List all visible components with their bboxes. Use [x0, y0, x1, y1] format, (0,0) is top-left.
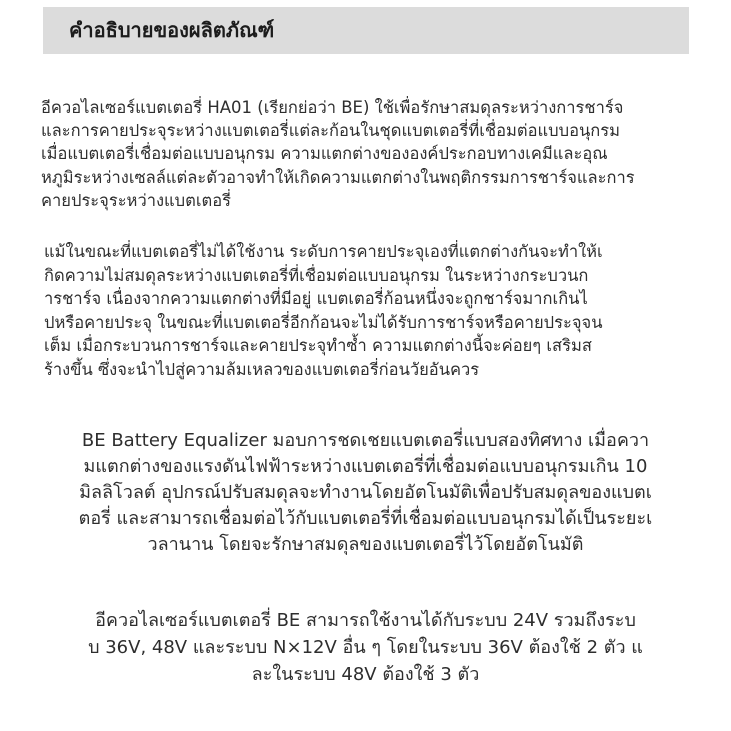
text-line: มิลลิโวลต์ อุปกรณ์ปรับสมดุลจะทำงานโดยอัตโนมัติเพื่อปรับสมดุลของแบตเ [79, 482, 652, 503]
text-line: หภูมิระหว่างเซลล์แต่ละตัวอาจทำให้เกิดความแตกต่างในพฤติกรรมการชาร์จและการ [41, 167, 635, 187]
text-line: อีควอไลเซอร์แบตเตอรี่ BE สามารถใช้งานได้กับระบบ 24V รวมถึงระบ [95, 610, 636, 631]
section-title: คำอธิบายของผลิตภัณฑ์ [69, 18, 275, 42]
paragraph-intro [41, 96, 711, 212]
text-line: ร้างขึ้น ซึ่งจะนำไปสู่ความล้มเหลวของแบตเตอรี่ก่อนวัยอันควร [44, 359, 480, 379]
paragraph-imbalance [44, 240, 714, 381]
text-line: ารชาร์จ เนื่องจากความแตกต่างที่มีอยู่ แบตเตอรี่ก้อนหนึ่งจะถูกชาร์จมากเกินไ [44, 289, 588, 308]
text-line: กิดความไม่สมดุลระหว่างแบตเตอรี่ที่เชื่อมต่อแบบอนุกรม ในระหว่างกระบวนก [44, 265, 589, 285]
text-line: ตอรี่ และสามารถเชื่อมต่อไว้กับแบตเตอรี่ที่เชื่อมต่อแบบอนุกรมได้เป็นระยะเ [78, 508, 653, 529]
paragraph-equalizer [0, 428, 731, 558]
text-line: ละในระบบ 48V ต้องใช้ 3 ตัว [251, 664, 480, 685]
text-line: มแตกต่างของแรงดันไฟฟ้าระหว่างแบตเตอรี่ที่เชื่อมต่อแบบอนุกรมเกิน 10 [83, 456, 648, 477]
text-line: BE Battery Equalizer มอบการชดเชยแบตเตอรี่แบบสองทิศทาง เมื่อควา [81, 430, 650, 451]
text-line: เต็ม เมื่อกระบวนการชาร์จและคายประจุทำซ้ำ ความแตกต่างนี้จะค่อยๆ เสริมส [44, 336, 592, 355]
paragraph-compatibility [0, 607, 731, 688]
text-line: คายประจุระหว่างแบตเตอรี่ [41, 190, 231, 210]
text-line: วลานาน โดยจะรักษาสมดุลของแบตเตอรี่ไว้โดยอัตโนมัติ [147, 534, 584, 555]
text-line: อีควอไลเซอร์แบตเตอรี่ HA01 (เรียกย่อว่า BE) ใช้เพื่อรักษาสมดุลระหว่างการชาร์จ [41, 98, 624, 117]
text-line: บ 36V, 48V และระบบ N×12V อื่น ๆ โดยในระบบ 36V ต้องใช้ 2 ตัว แ [88, 637, 643, 658]
text-line: แม้ในขณะที่แบตเตอรี่ไม่ได้ใช้งาน ระดับการคายประจุเองที่แตกต่างกันจะทำให้เ [44, 242, 603, 261]
text-line: และการคายประจุระหว่างแบตเตอรี่แต่ละก้อนในชุดแบตเตอรี่ที่เชื่อมต่อแบบอนุกรม [41, 121, 621, 141]
text-line: ปหรือคายประจุ ในขณะที่แบตเตอรี่อีกก้อนจะไม่ได้รับการชาร์จหรือคายประจุจน [44, 312, 603, 332]
section-header [43, 7, 689, 54]
text-line: เมื่อแบตเตอรี่เชื่อมต่อแบบอนุกรม ความแตกต่างขององค์ประกอบทางเคมีและอุณ [41, 144, 608, 164]
